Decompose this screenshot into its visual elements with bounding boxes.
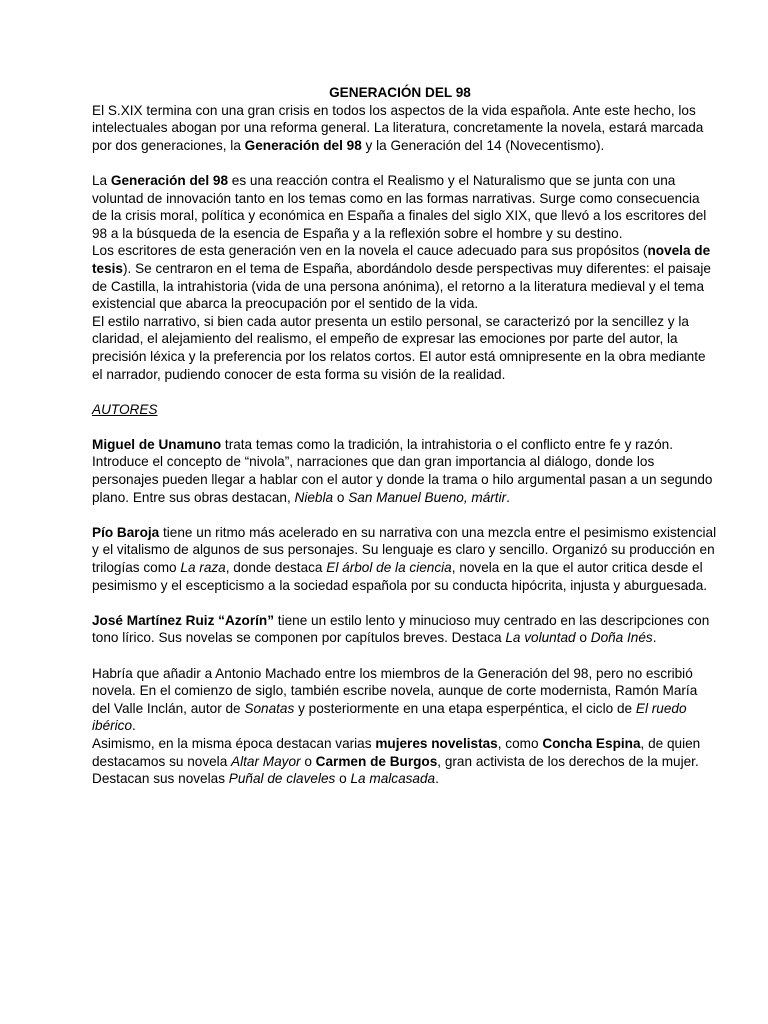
baroja-paragraph <box>92 524 718 594</box>
paragraph-spacer <box>92 418 718 436</box>
work-title: Doña Inés <box>590 630 653 646</box>
author-name: Pío Baroja <box>92 524 160 540</box>
document-title: GENERACIÓN DEL 98 <box>329 85 471 100</box>
text-run: , novela en la que el autor critica desde el pesimismo y el escepticismo a la sociedad española por su conducta hipócrita, injusta y aburguesada. <box>92 560 708 593</box>
text-run: . <box>506 489 510 505</box>
text-run: es una reacción contra el Realismo y el Naturalismo que se junta con una voluntad de innovación tanto en los temas como en las formas narrativas. Surge como consecuencia de la crisis moral, política y económica en España a finales del siglo XIX, que llevó a los escritores del 98 a la búsqueda de la esencia de España y a la reflexión sobre el hombre y su destino. <box>92 172 707 241</box>
text-run: Asimismo, en la misma época destacan varias <box>92 735 376 751</box>
women-novelists-paragraph <box>92 735 718 788</box>
work-title: El árbol de la ciencia <box>326 560 452 576</box>
paragraph-spacer <box>92 594 718 612</box>
generation-paragraph <box>92 172 718 242</box>
text-run: y la Generación del 14 (Novecentismo). <box>361 137 605 153</box>
text-run: . <box>652 630 657 646</box>
text-run: , gran activista de los derechos de la mujer. Destacan sus novelas <box>92 753 699 787</box>
text-run: o <box>300 753 316 769</box>
text-run: , donde destaca <box>225 560 327 576</box>
bold-term: Generación del 98 <box>110 172 229 188</box>
paragraph-spacer <box>92 383 718 401</box>
text-run: El S.XIX termina con una gran crisis en todos los aspectos de la vida española. Ante este hecho, los intelectuales abogan por una reforma general. La literatura, concretamente la novela, estará marcada por dos generaciones, la <box>92 102 704 153</box>
author-name: Miguel de Unamuno <box>92 436 222 452</box>
bold-term: novela de tesis <box>92 243 711 276</box>
text-run: trata temas como la tradición, la intrahistoria o el conflicto entre fe y razón. Introduce el concepto de “nivola”, narraciones que dan gran importancia al diálogo, donde los personajes pueden llegar a hablar con el autor y donde la trama o hilo argumental pasan a un segundo plano. Entre sus obras destacan, <box>92 436 713 505</box>
text-run: ). Se centraron en el tema de España, abordándolo desde perspectivas muy diferentes: el paisaje de Castilla, la intrahistoria (vida de una persona anónima), el retorno a la literatura medieval y el tema existencial que abarca la preocupación por el sentido de la vida. <box>92 260 711 312</box>
bold-term: mujeres novelistas <box>375 735 498 751</box>
text-run: . <box>435 771 439 787</box>
text-run: o <box>575 630 591 646</box>
text-run: o <box>335 771 351 787</box>
style-paragraph: El estilo narrativo, si bien cada autor presenta un estilo personal, se caracterizó por la sencillez y la claridad, el alejamiento del realismo, el empeño de expresar las emociones por parte del autor, la precisión léxica y la preferencia por los relatos cortos. El autor está omnipresente en la obra mediante el narrador, pudiendo conocer de esta forma su visión de la realidad. <box>92 313 706 382</box>
bold-term: Generación del 98 <box>244 137 362 153</box>
paragraph-spacer <box>92 506 718 524</box>
author-name: José Martínez Ruiz “Azorín” <box>92 612 275 628</box>
work-title: Puñal de claveles <box>228 771 336 787</box>
text-run: La <box>92 172 111 188</box>
paragraph-spacer <box>92 154 718 172</box>
text-run: , de quien destacamos su novela <box>92 735 701 769</box>
paragraph-spacer <box>92 647 718 665</box>
text-run: tiene un estilo lento y minucioso muy centrado en las descripciones con tono lírico. Sus novelas se componen por capítulos breves. Destaca <box>92 612 710 646</box>
work-title: Niebla <box>294 489 334 505</box>
work-title: Altar Mayor <box>231 753 301 769</box>
work-title: La malcasada <box>350 771 436 787</box>
azorin-paragraph <box>92 612 718 647</box>
machado-paragraph <box>92 665 718 735</box>
text-run: , como <box>497 735 543 751</box>
work-title: Sonatas <box>244 700 295 716</box>
work-title: San Manuel Bueno, mártir <box>348 489 507 505</box>
text-run: Habría que añadir a Antonio Machado entre los miembros de la Generación del 98, pero no escribió novela. En el comienzo de siglo, también escribe novela, aunque de corte modernista, Ramón María del Valle Inclán, autor de <box>92 665 698 716</box>
themes-paragraph <box>92 242 718 312</box>
work-title: El ruedo ibérico <box>92 700 687 734</box>
unamuno-paragraph <box>92 436 718 506</box>
author-name: Carmen de Burgos <box>315 753 438 769</box>
work-title: La raza <box>180 560 226 576</box>
text-run: tiene un ritmo más acelerado en su narrativa con una mezcla entre el pesimismo existencial y el vitalismo de algunos de sus personajes. Su lenguaje es claro y sencillo. Organizó su producción en trilogías como <box>92 524 717 576</box>
text-run: y posteriormente en una etapa esperpéntica, el ciclo de <box>294 700 636 716</box>
authors-heading: AUTORES <box>92 401 158 417</box>
text-run: o <box>333 489 349 505</box>
text-run: Los escritores de esta generación ven en la novela el cauce adecuado para sus propósitos ( <box>92 243 648 259</box>
text-run: . <box>132 718 136 734</box>
author-name: Concha Espina <box>542 735 641 751</box>
intro-paragraph <box>92 102 718 155</box>
work-title: La voluntad <box>505 630 576 646</box>
